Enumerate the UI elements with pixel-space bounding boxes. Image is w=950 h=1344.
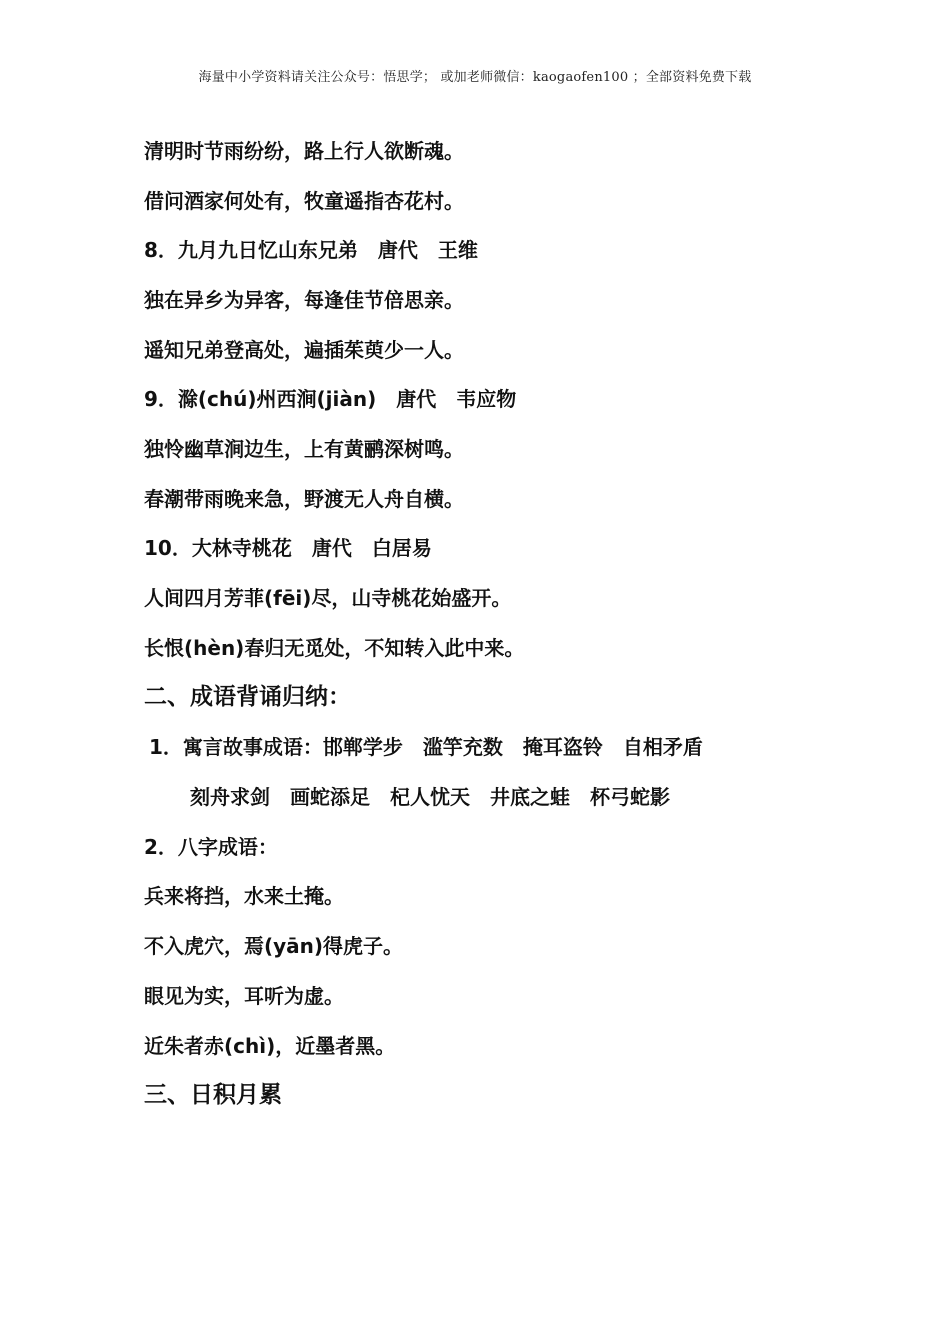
poem-9-title: 9．滁(chú)州西涧(jiàn): [144, 387, 377, 411]
idiom: 井底之蛙: [490, 785, 570, 809]
poem-10-line-2: 长恨(hèn)春归无觅处，不知转入此中来。: [144, 636, 525, 660]
idiom: 杯弓蛇影: [590, 785, 670, 809]
poem-8-author: 王维: [437, 238, 478, 262]
idiom: 杞人忧天: [390, 785, 470, 809]
idiom: 滥竽充数: [422, 735, 503, 759]
poem-10-title: 10．大林寺桃花: [144, 536, 292, 560]
poem-10-dynasty: 唐代: [311, 536, 352, 560]
poem-8-heading: [144, 237, 478, 263]
poem-8-dynasty: 唐代: [377, 238, 418, 262]
poem-8-title: 8．九月九日忆山东兄弟: [144, 238, 358, 262]
poem-10-heading: [144, 535, 432, 561]
page-header: 海量中小学资料请关注公众号：悟思学； 或加老师微信：kaogaofen100 ；全部资料免费下载: [198, 70, 752, 85]
fable-idioms-row-2: [190, 784, 670, 810]
idiom: 邯郸学步: [322, 735, 403, 759]
eight-char-idiom: 近朱者赤(chì)，近墨者黑。: [144, 1034, 396, 1058]
eight-char-idioms-label: 2．八字成语：: [144, 835, 278, 859]
idiom: 画蛇添足: [290, 785, 370, 809]
idiom: 自相矛盾: [622, 735, 703, 759]
poem-9-line-2: 春潮带雨晚来急，野渡无人舟自横。: [144, 487, 464, 511]
eight-char-idiom: 眼见为实，耳听为虚。: [144, 984, 344, 1008]
poem-9-dynasty: 唐代: [396, 387, 437, 411]
poem-9-line-1: 独怜幽草涧边生，上有黄鹂深树鸣。: [144, 437, 464, 461]
poem-9-author: 韦应物: [456, 387, 517, 411]
poem-7-line-1: 清明时节雨纷纷，路上行人欲断魂。: [144, 139, 464, 163]
section-3-title: 三、日积月累: [144, 1082, 282, 1108]
poem-8-line-1: 独在异乡为异客，每逢佳节倍思亲。: [144, 288, 464, 312]
poem-10-line-1: 人间四月芳菲(fēi)尽，山寺桃花始盛开。: [144, 586, 512, 610]
poem-10-author: 白居易: [371, 536, 432, 560]
poem-7-line-2: 借问酒家何处有，牧童遥指杏花村。: [144, 189, 464, 213]
fable-idioms-row-1: [149, 734, 703, 760]
section-2-title: 二、成语背诵归纳：: [144, 684, 351, 710]
idiom: 刻舟求剑: [190, 785, 270, 809]
fable-idioms-label: 1．寓言故事成语：: [149, 735, 323, 759]
poem-8-line-2: 遥知兄弟登高处，遍插茱萸少一人。: [144, 338, 464, 362]
poem-9-heading: [144, 386, 516, 412]
idiom: 掩耳盗铃: [522, 735, 603, 759]
eight-char-idiom: 不入虎穴，焉(yān)得虎子。: [144, 934, 404, 958]
eight-char-idiom: 兵来将挡，水来土掩。: [144, 884, 344, 908]
